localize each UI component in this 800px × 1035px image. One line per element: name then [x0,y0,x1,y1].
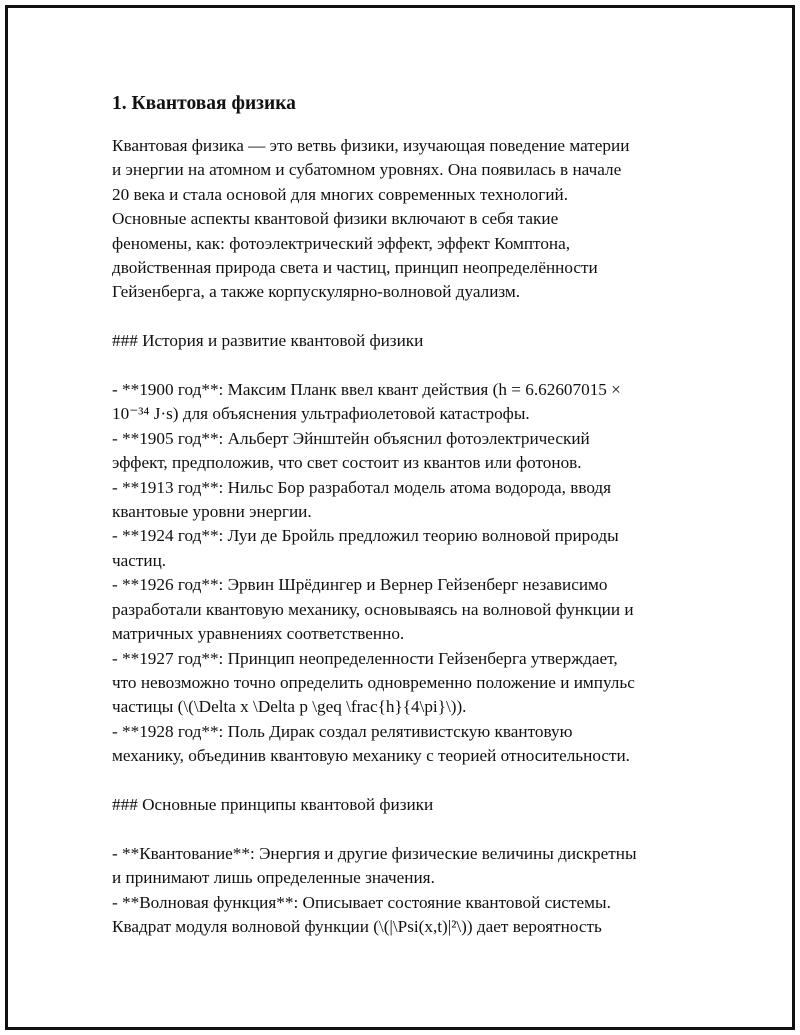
spacer [112,817,692,841]
history-line: квантовые уровни энергии. [112,502,312,522]
history-line: частицы (\(\Delta x \Delta p \geq \frac{h}{4\pi}\)). [112,697,467,717]
principles-line: Квадрат модуля волновой функции (\(|\Psi(x,t)|²\)) дает вероятность [112,916,602,936]
document-heading: 1. Квантовая физика [112,93,296,114]
history-line: - **1913 год**: Нильс Бор разработал модель атома водорода, вводя [112,477,612,497]
history-line: - **1927 год**: Принцип неопределенности Гейзенберга утверждает, [112,648,618,668]
history-line: - **1926 год**: Эрвин Шрёдингер и Вернер Гейзенберг независимо [112,575,608,595]
history-line: механику, объединив квантовую механику с теорией относительности. [112,746,630,766]
history-line: что невозможно точно определить одновременно положение и импульс [112,672,635,692]
history-line: - **1928 год**: Поль Дирак создал релятивистскую квантовую [112,721,573,741]
principles-line: - **Волновая функция**: Описывает состояние квантовой системы. [112,892,611,912]
history-line: - **1905 год**: Альберт Эйнштейн объяснил фотоэлектрический [112,428,590,448]
principles-line: и принимают лишь определенные значения. [112,868,435,888]
section-heading-principles: ### Основные принципы квантовой физики [112,794,434,814]
section-heading-history: ### История и развитие квантовой физики [112,331,424,351]
spacer [112,305,692,329]
history-line: матричных уравнениях соответственно. [112,624,405,644]
history-line: - **1900 год**: Максим Планк ввел квант действия (h = 6.62607015 × [112,380,621,400]
history-line: эффект, предположив, что свет состоит из квантов или фотонов. [112,453,582,473]
spacer [112,769,692,793]
spacer [112,354,692,378]
document-body [112,91,692,939]
history-line: частиц. [112,550,167,570]
history-line: разработали квантовую механику, основываясь на волновой функции и [112,599,634,619]
history-line: - **1924 год**: Луи де Бройль предложил теорию волновой природы [112,526,619,546]
history-line: 10⁻³⁴ J·s) для объяснения ультрафиолетовой катастрофы. [112,404,530,424]
principles-line: - **Квантование**: Энергия и другие физические величины дискретны [112,843,637,863]
intro-paragraph: Квантовая физика — это ветвь физики, изучающая поведение материи и энергии на атомном и субатомном уровнях. Она появилась в начале 20 века и стала основой для многих современных технологий. Основные аспекты квантовой физики включают в себя такие феномены, как: фотоэлектрический эффект, эффект Комптона, двойственная природа света и частиц, принцип неопределённости Гейзенберга, а также корпускулярно-волновой дуализм. [112,136,630,302]
